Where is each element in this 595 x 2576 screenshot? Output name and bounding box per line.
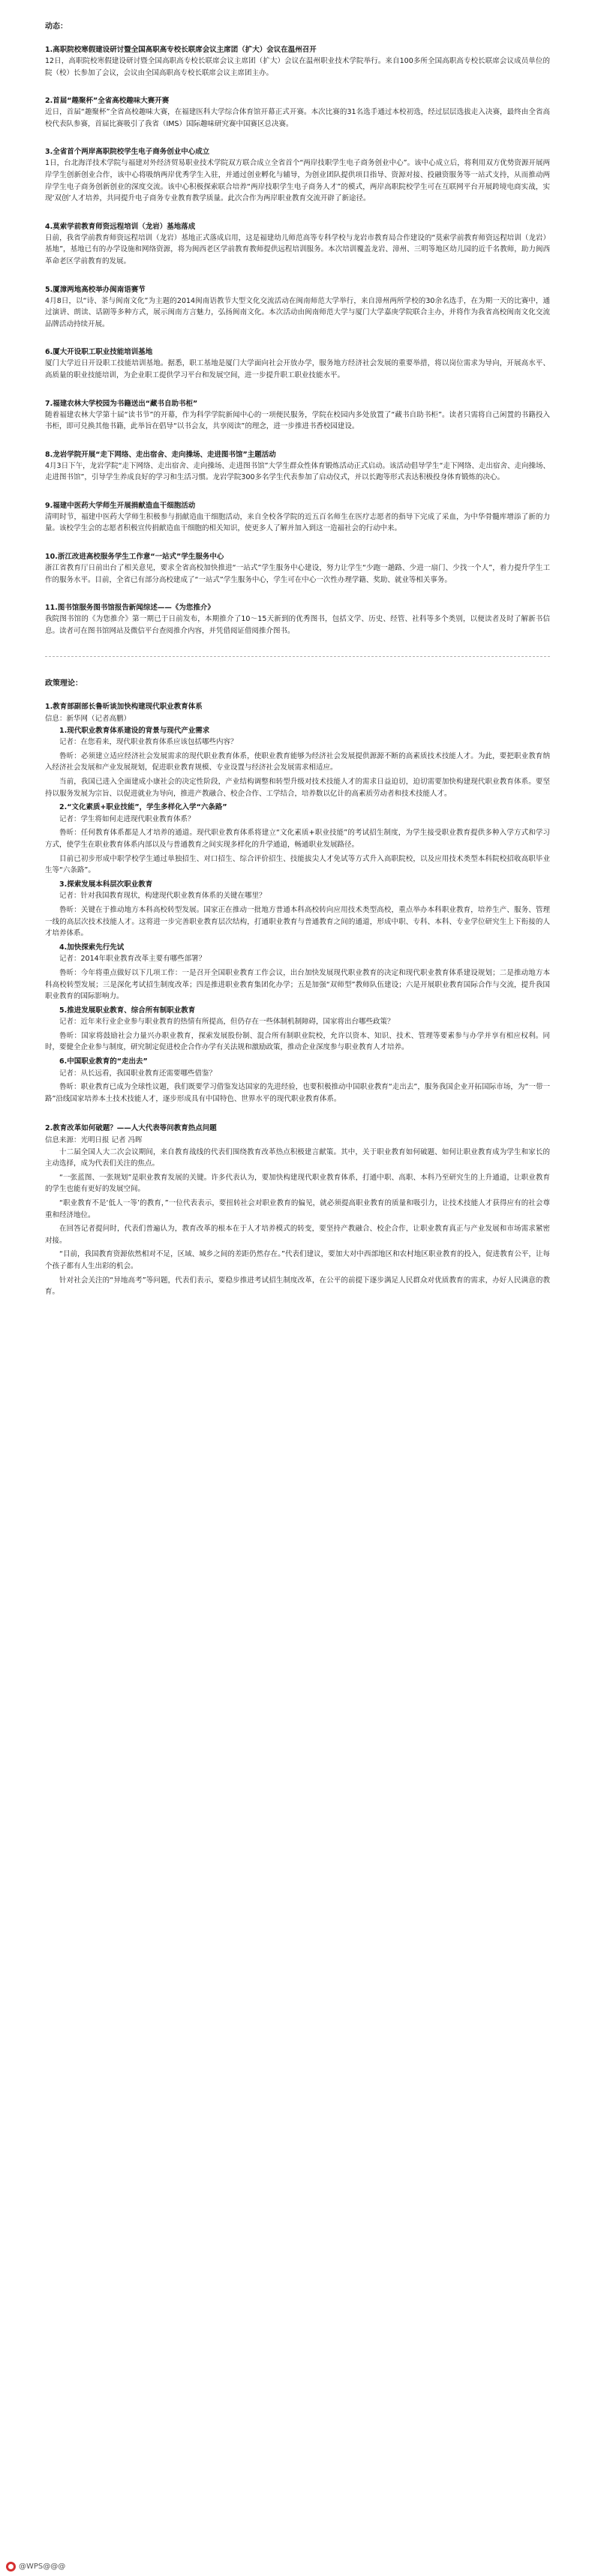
article-1-sub-2: 2.“文化素质+职业技能”，学生多样化入学“六条路”: [59, 803, 227, 812]
section-label-news: 动态：: [45, 22, 68, 31]
paragraph: 记者：从长远看，我国职业教育还需要哪些借鉴？: [59, 1069, 217, 1078]
paragraph: 十二届全国人大二次会议期间，来自教育战线的代表们围绕教育改革热点积极建言献策。其中，关于职业教育如何破题、如何让职业教育成为学生和家长的主动选择，成为代表们关注的焦点。: [45, 1147, 550, 1168]
paragraph: 鲁昕：关键在于推动地方本科高校转型发展。国家正在推动一批地方普通本科高校转向应用技术类型高校，重点举办本科职业教育，培养生产、服务、管理一线的高层次技术技能人才。这将进一步完善职业教育层次结构，打通职业教育与普通教育之间的通道，形成中职、专科、本科、专业学位研究生上下衔接的人才培养体系。: [45, 905, 550, 938]
news-item-title: 11.图书馆服务图书馆报告新闻综述——《为您推介》: [45, 604, 215, 613]
news-item: [45, 500, 550, 535]
paragraph: 针对社会关注的“异地高考”等问题，代表们表示，要稳步推进考试招生制度改革，在公平的前提下逐步满足人民群众对优质教育的需求，办好人民满意的教育。: [45, 1276, 550, 1297]
news-item: [45, 95, 550, 130]
article-1-paras-3: [45, 890, 550, 939]
wps-logo-icon: [6, 2562, 16, 2572]
paragraph: 记者：2014年职业教育改革主要有哪些部署？: [59, 955, 206, 964]
paragraph: 记者：针对我国教育现状，构建现代职业教育体系的关键在哪里？: [59, 892, 266, 901]
news-item-body: 4月3日下午，龙岩学院“走下网络、走出宿舍、走向操场、走进图书馆”大学生群众性体育锻炼活动正式启动。该活动倡导学生“走下网络、走出宿舍、走向操场、走进图书馆”，引导学生养成良好的学习和生活习惯。龙岩学院300多名学生代表参加了启动仪式，并以长跑等形式表达积极投身体育锻炼的决心。: [45, 461, 550, 482]
footer-watermark: [6, 2562, 65, 2572]
paragraph: 目前已初步形成中职学校学生通过单独招生、对口招生、综合评价招生、技能拔尖人才免试等方式升入高职院校，以及应用技术类型本科院校招收高职毕业生等“六条路”。: [45, 854, 550, 875]
paragraph: “职业教育不是‘低人一等’的教育，”一位代表表示，要扭转社会对职业教育的偏见，就必须提高职业教育的质量和吸引力，让技术技能人才获得应有的社会尊重和经济地位。: [45, 1199, 550, 1219]
paragraph: 当前，我国已进入全面建成小康社会的决定性阶段，产业结构调整和转型升级对技术技能人才的需求日益迫切，迫切需要加快构建现代职业教育体系。要坚持以服务发展为宗旨、以促进就业为导向，推进产教融合、校企合作、工学结合，培养数以亿计的高素质劳动者和技术技能人才。: [45, 778, 550, 798]
news-item-body: 厦门大学近日开设职工技能培训基地。据悉，职工基地是厦门大学面向社会开放办学，服务地方经济社会发展的重要举措，将以岗位需求为导向，开展高水平、高质量的职业技能培训，为企业职工提供学习平台和发展空间，进一步提升职工职业技能水平。: [45, 359, 550, 379]
paragraph: 鲁昕：必须建立适应经济社会发展需求的现代职业教育体系，使职业教育能够为经济社会发展提供源源不断的高素质技术技能人才。为此，要把职业教育纳入经济社会发展和产业发展规划，促进职业教育规模、专业设置与经济社会发展需求相适应。: [45, 751, 550, 772]
article-1-paras-6: [45, 1068, 550, 1105]
section-divider: [45, 656, 550, 657]
news-item-body: 1日，台北海洋技术学院与福建对外经济贸易职业技术学院双方联合成立全省首个“两岸技职学生电子商务创业中心”。该中心成立后，将利用双方优势资源开展两岸学生创新创业合作，该中心将吸纳两岸优秀学生入驻，并通过创业孵化与辅导，为创业团队提供项目指导、资源对接、投融资服务等一站式支持，从而推动两岸学生电子商务创新创业的深度交流。该中心积极探索联合培养“两岸技职学生电子商务人才”的模式，两岸高职院校学生可在互联网平台开展跨境电商实战，实现‘双创’人才培养，共同提升电子商务专业教育教学质量。此次合作为两岸职业教育交流开辟了新途径。: [45, 159, 550, 203]
news-item-body: 随着福建农林大学第十届“读书节”的开幕，作为科学学院新闻中心的一项便民服务，学院在校园内多处放置了“藏书自助书柜”。读者只需将自己闲置的书籍投入书柜，即可兑换其他书籍，此举旨在倡导“以书会友，共享阅读”的理念，进一步推进书香校园建设。: [45, 410, 550, 431]
news-list: [45, 44, 550, 637]
news-item-title: 1.高职院校寒假建设研讨暨全国高职高专校长联席会议主席团（扩大）会议在温州召开: [45, 46, 317, 54]
paragraph: 鲁昕：任何教育体系都是人才培养的通道。现代职业教育体系将建立“文化素质+职业技能”的考试招生制度，为学生接受职业教育提供多种入学方式和学习方式，使学生在职业教育体系内部以及与普通教育之间实现多样化的升学通道，畅通职业发展路径。: [45, 829, 550, 849]
news-item-title: 10.浙江改进高校服务学生工作意“一站式”学生服务中心: [45, 553, 224, 562]
article-1-sub-1: 1.现代职业教育体系建设的背景与现代产业需求: [59, 726, 210, 735]
article-1-sub-4: 4.加快探索先行先试: [59, 943, 125, 952]
paragraph: “目前，我国教育资源依然相对不足，区域、城乡之间的差距仍然存在。”代表们建议，要加大对中西部地区和农村地区职业教育的投入，促进教育公平，让每个孩子都有人生出彩的机会。: [45, 1250, 550, 1270]
news-item: [45, 551, 550, 586]
article-1-paras-5: [45, 1016, 550, 1054]
paragraph: 鲁昕：职业教育已成为全球性议题，我们既要学习借鉴发达国家的先进经验，也要积极推动中国职业教育“走出去”，服务我国企业开拓国际市场，为“一带一路”沿线国家培养本土技术技能人才，逐步形成具有中国特色、世界水平的现代职业教育体系。: [45, 1083, 550, 1103]
article-2-heading: 2.教育改革如何破题？——人大代表等问教育热点问题: [45, 1124, 217, 1133]
paragraph: 记者：在您看来，现代职业教育体系应该包括哪些内容？: [59, 738, 238, 747]
news-item-title: 9.福建中医药大学师生开展捐献造血干细胞活动: [45, 501, 196, 510]
news-item-title: 6.厦大开设职工职业技能培训基地: [45, 348, 153, 357]
news-item-body: 近日，首届“趣聚杯”全省高校趣味大赛，在福建医科大学综合体育馆开幕正式开赛。本次比赛的31名选手通过本校初选，经过层层选拔走入决赛，最终由全省高校代表队参赛，首届比赛吸引了我省（IMS）国际趣味研究赛中国赛区总决赛。: [45, 108, 550, 128]
paragraph: 记者：近年来行业企业参与职业教育的热情有所提高，但仍存在一些体制机制障碍，国家将出台哪些政策？: [59, 1018, 395, 1027]
article-1-sub-5: 5.推进发展职业教育、综合所有制职业教育: [59, 1006, 196, 1015]
article-1-sub-6: 6.中国职业教育的“走出去”: [59, 1057, 148, 1066]
news-item: [45, 221, 550, 268]
news-item-title: 3.全省首个两岸高职院校学生电子商务创业中心成立: [45, 148, 210, 157]
news-item: [45, 398, 550, 433]
article-1-heading: 1.教育部副部长鲁昕谈加快构建现代职业教育体系: [45, 703, 203, 712]
paragraph: 在回答记者提问时，代表们普遍认为，教育改革的根本在于人才培养模式的转变，要坚持产教融合、校企合作，让职业教育真正与产业发展和市场需求紧密对接。: [45, 1225, 550, 1245]
footer-text: @WPS@@@: [19, 2563, 66, 2571]
news-item-body: 浙江省教育厅日前出台了相关意见，要求全省高校加快推进“一站式”学生服务中心建设，努力让学生“少跑一趟路、少进一扇门、少找一个人”，着力提升学生工作的服务水平。目前，全省已有部分高校建成了“一站式”学生服务中心，学生可在中心一次性办理学籍、奖助、就业等相关事务。: [45, 564, 550, 584]
article-2-paras: [45, 1147, 550, 1298]
news-item-body: 日前，我省学前教育师资远程培训（龙岩）基地正式落成启用，这是福建幼儿师范高等专科学校与龙岩市教育局合作建设的“莫索学前教育师资远程培训（龙岩）基地”，基地已有的办学设施和网络资源，将为闽西老区学前教育教师提供远程培训服务。本次培训覆盖龙岩、漳州、三明等地区幼儿园的近千名教师，助力闽西革命老区学前教育的发展。: [45, 233, 550, 265]
article-1-paras-1: [45, 736, 550, 799]
article-1-paras-2: [45, 814, 550, 877]
article-2-source: 信息来源：光明日报 记者 冯晖: [45, 1136, 143, 1145]
paragraph: 鲁昕：国家将鼓励社会力量兴办职业教育，探索发展股份制、混合所有制职业院校，允许以资本、知识、技术、管理等要素参与办学并享有相应权利。同时，要健全企业参与制度，研究制定促进校企合作办学有关法规和激励政策，推动企业深度参与职业教育人才培养。: [45, 1031, 550, 1052]
news-item-title: 8.龙岩学院开展“走下网络、走出宿舍、走向操场、走进图书馆”主题活动: [45, 450, 276, 459]
article-1-sub-3: 3.探索发展本科层次职业教育: [59, 880, 153, 889]
news-item: [45, 44, 550, 79]
news-item-body: 12日，高职院校寒假建设研讨暨全国高职高专校长联席会议主席团（扩大）会议在温州职业技术学院举行。来自100多所全国高职高专校长联席会议成员单位的院（校）长参加了会议，会议由全国高职高专校长联席会议主席团主办。: [45, 57, 550, 77]
paragraph: 记者：学生将如何走进现代职业教育体系？: [59, 814, 195, 823]
news-item-body: 我院图书馆的《为您推介》第一期已于日前发布，本期推介了10～15天新到的优秀图书，包括文学、历史、经管、社科等多个类别，以便读者及时了解新书信息。读者可在图书馆网站及微信平台查阅推介内容，并凭借阅证借阅推介图书。: [45, 615, 550, 635]
news-item-body: 清明时节，福建中医药大学师生积极参与捐献造血干细胞活动，来自全校各学院的近五百名师生在医疗志愿者的指导下完成了采血，为中华骨髓库增添了新的力量。该校学生会的志愿者积极宣传捐献造血干细胞的相关知识，使更多人了解并加入到这一造福社会的行动中来。: [45, 512, 550, 533]
paragraph: “一张蓝图、一张规划”是职业教育发展的关键。许多代表认为，要加快构建现代职业教育体系，打通中职、高职、本科乃至研究生的上升通道，让职业教育的学生也能有更好的发展空间。: [45, 1173, 550, 1194]
news-item-title: 2.首届“趣聚杯”全省高校趣味大赛开赛: [45, 97, 170, 106]
news-item-title: 4.莫索学前教育师资远程培训（龙岩）基地落成: [45, 222, 196, 231]
article-1: [45, 701, 550, 1105]
paragraph: 鲁昕：今年将重点做好以下几项工作：一是召开全国职业教育工作会议，出台加快发展现代职业教育的决定和现代职业教育体系建设规划；二是推动地方本科高校转型发展；三是深化考试招生制度改革；四是推进职业教育集团化办学；五是加强“双师型”教师队伍建设；六是开展职业教育国际合作与交流，提升我国职业教育的国际影响力。: [45, 968, 550, 1001]
article-1-source: 信息：新华网（记者高鹏）: [45, 715, 131, 724]
news-item: [45, 346, 550, 381]
news-item: [45, 284, 550, 331]
news-item-body: 4月8日，以“诗、茶与闽南文化”为主题的2014闽南语教节大型文化交流活动在闽南师范大学举行，来自漳州两所学校的30余名选手，在为期一天的比赛中，通过演讲、朗读、话剧等多种方式，展示闽南方言魅力，弘扬闽南文化。本次活动由闽南师范大学与厦门大学嘉庚学院联合主办，并将作为我省高校闽南文化交流品牌活动持续开展。: [45, 296, 550, 328]
article-1-paras-4: [45, 953, 550, 1002]
news-item: [45, 449, 550, 484]
news-item-title: 7.福建农林大学校园为书籍送出“藏书自助书柜”: [45, 399, 198, 408]
news-item: [45, 602, 550, 637]
section-label-policy: 政策理论：: [45, 679, 83, 688]
news-item-title: 5.厦漳两地高校举办闽南语赛节: [45, 285, 146, 294]
news-item: [45, 146, 550, 204]
article-2: [45, 1123, 550, 1297]
